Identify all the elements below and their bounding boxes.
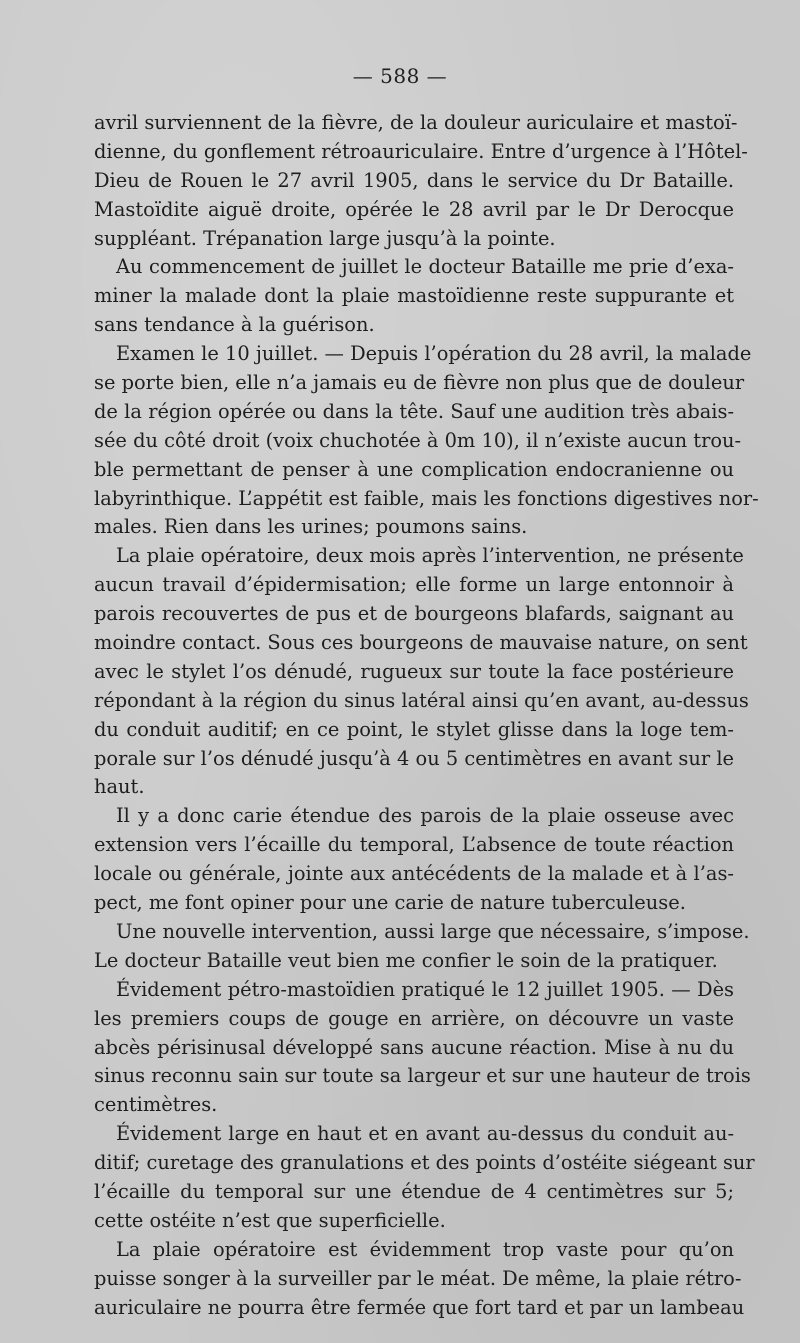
text-line: de la région opérée ou dans la tête. Sauf une audition très abais-: [94, 399, 734, 423]
text-line: Évidement pétro-mastoïdien pratiqué le 12 juillet 1905. — Dès: [116, 977, 734, 1001]
text-line: sans tendance à la guérison.: [94, 313, 375, 337]
text-line: haut.: [94, 775, 145, 799]
text-line: Au commencement de juillet le docteur Bataille me prie d’exa-: [116, 255, 734, 279]
text-line: se porte bien, elle n’a jamais eu de fièvre non plus que de douleur: [94, 371, 745, 395]
text-line: ditif; curetage des granulations et des points d’ostéite siégeant sur: [94, 1151, 755, 1175]
text-line: Une nouvelle intervention, aussi large que nécessaire, s’impose.: [116, 919, 750, 943]
text-line: pect, me font opiner pour une carie de nature tuberculeuse.: [94, 891, 686, 915]
text-line: parois recouvertes de pus et de bourgeons blafards, saignant au: [94, 602, 734, 626]
text-line: Il y a donc carie étendue des parois de la plaie osseuse avec: [116, 804, 734, 828]
text-line: du conduit auditif; en ce point, le stylet glisse dans la loge tem-: [94, 717, 734, 741]
text-line: dienne, du gonflement rétroauriculaire. Entre d’urgence à l’Hôtel-: [94, 139, 748, 163]
text-line: répondant à la région du sinus latéral ainsi qu’en avant, au-dessus: [94, 688, 749, 712]
text-line: labyrinthique. L’appétit est faible, mais les fonctions digestives nor-: [94, 486, 759, 510]
text-line: suppléant. Trépanation large jusqu’à la pointe.: [94, 226, 556, 250]
text-line: miner la malade dont la plaie mastoïdienne reste suppurante et: [94, 284, 734, 308]
text-line: auriculaire ne pourra être fermée que fort tard et par un lambeau: [94, 1295, 745, 1319]
text-line: avec le stylet l’os dénudé, rugueux sur toute la face postérieure: [94, 659, 734, 683]
text-line: aucun travail d’épidermisation; elle forme un large entonnoir à: [94, 573, 734, 597]
text-line: Dieu de Rouen le 27 avril 1905, dans le service du Dr Bataille.: [94, 168, 734, 192]
text-line: porale sur l’os dénudé jusqu’à 4 ou 5 centimètres en avant sur le: [94, 746, 734, 770]
text-line: l’écaille du temporal sur une étendue de 4 centimètres sur 5;: [94, 1179, 734, 1203]
text-line: sinus reconnu sain sur toute sa largeur et sur une hauteur de trois: [94, 1064, 751, 1088]
text-line: Le docteur Bataille veut bien me confier le soin de la pratiquer.: [94, 948, 718, 972]
text-line: sée du côté droit (voix chuchotée à 0m 10), il n’existe aucun trou-: [94, 428, 742, 452]
text-line: abcès périsinusal développé sans aucune réaction. Mise à nu du: [94, 1035, 734, 1059]
page-number: — 588 —: [352, 64, 448, 88]
text-line: ble permettant de penser à une complication endocranienne ou: [94, 457, 734, 481]
text-line: extension vers l’écaille du temporal, L’absence de toute réaction: [94, 833, 734, 857]
body-text: [94, 109, 759, 1322]
text-line: La plaie opératoire, deux mois après l’intervention, ne présente: [116, 544, 744, 568]
text-line: locale ou générale, jointe aux antécédents de la malade et à l’as-: [94, 862, 734, 886]
text-line: les premiers coups de gouge en arrière, on découvre un vaste: [94, 1006, 734, 1030]
text-line: Évidement large en haut et en avant au-dessus du conduit au-: [116, 1122, 734, 1146]
text-line: males. Rien dans les urines; poumons sains.: [94, 515, 528, 539]
text-line: puisse songer à la surveiller par le méat. De même, la plaie rétro-: [94, 1266, 742, 1290]
text-line: centimètres.: [94, 1093, 218, 1117]
text-line: Examen le 10 juillet. — Depuis l’opération du 28 avril, la malade: [116, 342, 752, 366]
text-line: cette ostéite n’est que superficielle.: [94, 1208, 446, 1232]
text-line: avril surviennent de la fièvre, de la douleur auriculaire et mastoï-: [94, 111, 738, 134]
text-line: Mastoïdite aiguë droite, opérée le 28 avril par le Dr Derocque: [94, 197, 734, 221]
text-line: moindre contact. Sous ces bourgeons de mauvaise nature, on sent: [94, 631, 748, 655]
text-line: La plaie opératoire est évidemment trop vaste pour qu’on: [116, 1237, 734, 1261]
